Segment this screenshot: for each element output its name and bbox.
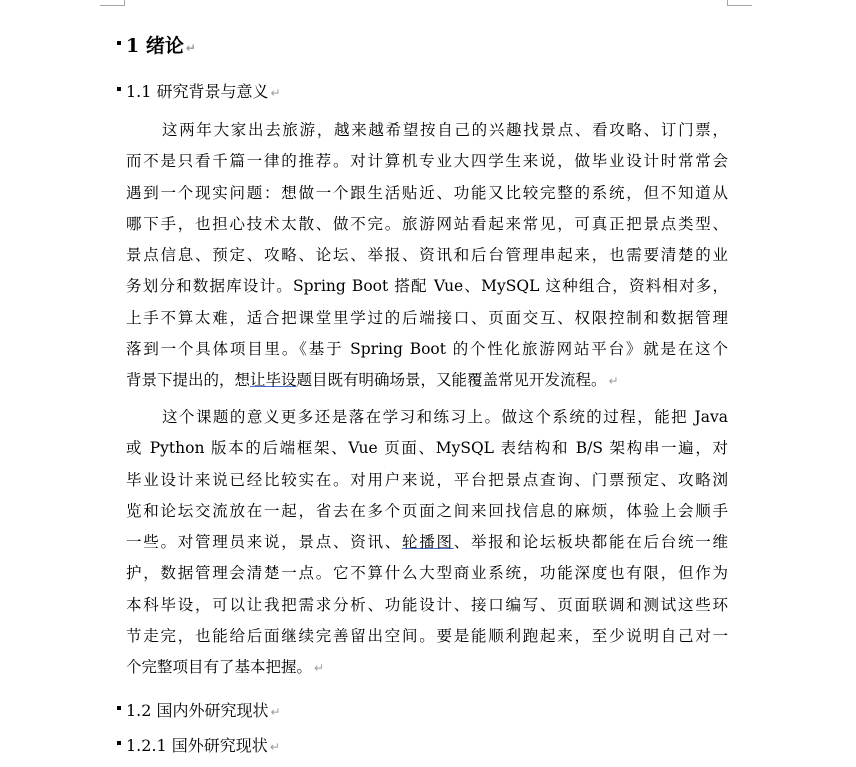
paragraph-mark-icon: ↵	[185, 41, 196, 55]
underlined-text: 让毕设	[250, 371, 297, 390]
text-line	[126, 365, 728, 396]
paragraph-mark-icon: ↵	[314, 661, 325, 676]
heading-1-1-text: 1.1 研究背景与意义	[126, 82, 269, 101]
text-line: 哪下手，也担心技术太散、做不完。旅游网站看起来常见，可真正把景点类型、	[126, 214, 728, 233]
text-line: 景点信息、预定、攻略、论坛、举报、资讯和后台管理串起来，也需要清楚的业	[126, 246, 728, 265]
text-run: 、举报和论坛板块都能在后台统一维	[453, 533, 728, 552]
heading-1-1[interactable]	[126, 79, 281, 102]
text-run: 一些。对管理员来说，景点、资讯、	[126, 533, 402, 552]
paragraph-background[interactable]	[126, 115, 728, 397]
paragraph-bullet-icon	[117, 741, 121, 745]
text-line: 览和论坛交流放在一起，省去在多个页面之间来回找信息的麻烦，体验上会顺手	[126, 501, 728, 520]
heading-1[interactable]	[126, 31, 196, 58]
text-line: 落到一个具体项目里。《基于 Spring Boot 的个性化旅游网站平台》就是在这个	[126, 340, 728, 359]
text-run: 题目既有明确场景，又能覆盖常见开发流程。	[296, 371, 607, 390]
text-line	[126, 527, 728, 558]
text-run: 个完整项目有了基本把握。	[126, 658, 313, 677]
heading-1-2[interactable]	[126, 698, 281, 721]
paragraph-bullet-icon	[117, 706, 121, 710]
text-line: 本科毕设，可以让我把需求分析、功能设计、接口编写、页面联调和测试这些环	[126, 595, 728, 614]
page-corner-mark-left	[100, 0, 125, 6]
text-line: 务划分和数据库设计。Spring Boot 搭配 Vue、MySQL 这种组合，资料相对多，	[126, 277, 728, 296]
paragraph-mark-icon: ↵	[270, 705, 281, 719]
heading-1-2-1-text: 1.2.1 国外研究现状	[126, 736, 268, 755]
paragraph-significance[interactable]	[126, 402, 728, 684]
paragraph-bullet-icon	[117, 87, 121, 91]
text-line: 毕业设计来说已经比较实在。对用户来说，平台把景点查询、门票预定、攻略浏	[126, 470, 728, 489]
text-line: 这个课题的意义更多还是落在学习和练习上。做这个系统的过程，能把 Java	[162, 408, 728, 426]
paragraph-mark-icon: ↵	[608, 374, 619, 389]
page-corner-mark-right	[727, 0, 752, 6]
paragraph-bullet-icon	[117, 41, 121, 45]
text-line	[126, 652, 728, 683]
underlined-text: 轮播图	[401, 533, 454, 552]
text-run: 背景下提出的，想	[126, 371, 251, 390]
text-line: 遇到一个现实问题：想做一个跟生活贴近、功能又比较完整的系统，但不知道从	[126, 183, 728, 202]
heading-1-text: 1 绪论	[126, 35, 184, 57]
text-line: 护，数据管理会清楚一点。它不算什么大型商业系统，功能深度也有限，但作为	[126, 564, 728, 583]
text-line: 或 Python 版本的后端框架、Vue 页面、MySQL 表结构和 B/S 架构串一遍，对	[126, 439, 728, 458]
text-line: 而不是只看千篇一律的推荐。对计算机专业大四学生来说，做毕业设计时常常会	[126, 152, 728, 171]
paragraph-mark-icon: ↵	[269, 740, 280, 754]
paragraph-mark-icon: ↵	[270, 86, 281, 100]
text-line: 这两年大家出去旅游，越来越希望按自己的兴趣找景点、看攻略、订门票，	[162, 121, 728, 139]
text-line: 节走完，也能给后面继续完善留出空间。要是能顺利跑起来，至少说明自己对一	[126, 627, 728, 646]
heading-1-2-1[interactable]	[126, 733, 280, 756]
text-line: 上手不算太难，适合把课堂里学过的后端接口、页面交互、权限控制和数据管理	[126, 308, 728, 327]
heading-1-2-text: 1.2 国内外研究现状	[126, 701, 269, 720]
